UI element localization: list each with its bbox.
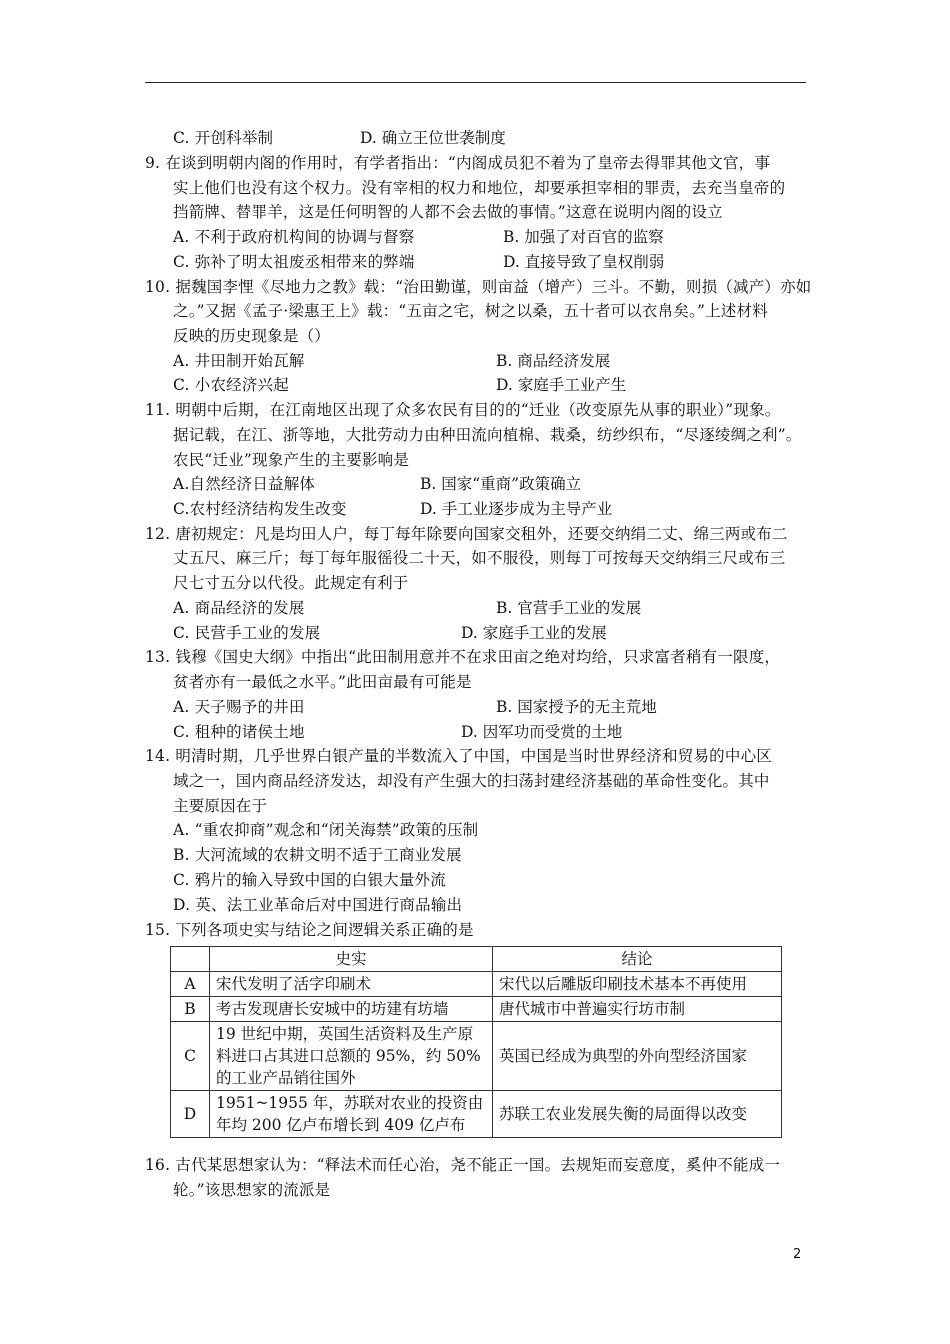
fact-line: 料进口占其进口总额的 95%，约 50% — [216, 1047, 481, 1065]
q11-option-a: A.自然经济日益解体 — [173, 475, 316, 493]
header-rule — [145, 82, 806, 83]
q8-option-d: D. 确立王位世袭制度 — [360, 129, 506, 147]
fact-line: 年均 200 亿卢布增长到 409 亿卢布 — [216, 1116, 466, 1134]
q13-option-d: D. 因军功而受赏的土地 — [461, 723, 623, 741]
q9-line-2: 实上他们也没有这个权力。没有宰相的权力和地位，却要承担宰相的罪责，去充当皇帝的 — [173, 179, 786, 197]
q14-option-c: C. 鸦片的输入导致中国的白银大量外流 — [173, 871, 446, 889]
q11-line-2: 据记载，在江、浙等地，大批劳动力由种田流向植棉、栽桑，纺纱织布，“尽逐绫绸之利”。 — [173, 426, 802, 444]
q15-table — [170, 946, 782, 1138]
table-row — [171, 1022, 782, 1091]
row-fact — [210, 1091, 493, 1138]
q9-option-c: C. 弥补了明太祖废丞相带来的弊端 — [173, 253, 415, 271]
q15-stem: 15. 下列各项史实与结论之间逻辑关系正确的是 — [145, 921, 474, 939]
row-conclusion: 宋代以后雕版印刷技术基本不再使用 — [493, 972, 782, 997]
table-header-row — [171, 947, 782, 972]
q13-line-2: 贫者亦有一最低之水平。”此田亩最有可能是 — [173, 673, 472, 691]
q13-option-a: A. 天子赐予的井田 — [173, 698, 305, 716]
fact-line: 19 世纪中期，英国生活资料及生产原 — [216, 1025, 474, 1043]
page-number: 2 — [793, 1247, 802, 1262]
q11-line-1: 11. 明朝中后期，在江南地区出现了众多农民有目的的“迁业（改变原先从事的职业）”现象。 — [145, 401, 781, 419]
q12-option-d: D. 家庭手工业的发展 — [461, 624, 607, 642]
fact-line: 宋代发明了活字印刷术 — [216, 975, 372, 993]
q14-line-2: 域之一，国内商品经济发达，却没有产生强大的扫荡封建经济基础的革命性变化。其中 — [173, 772, 770, 790]
q11-line-3: 农民“迁业”现象产生的主要影响是 — [173, 451, 410, 469]
row-conclusion: 英国已经成为典型的外向型经济国家 — [493, 1022, 782, 1091]
table-header-key — [171, 947, 210, 972]
q10-line-1: 10. 据魏国李悝《尽地力之教》载：“治田勤谨，则亩益（增产）三斗。不勤，则损（减产）亦如 — [145, 278, 812, 296]
q10-option-c: C. 小农经济兴起 — [173, 376, 289, 394]
fact-line: 的工业产品销往国外 — [216, 1069, 356, 1087]
row-fact — [210, 972, 493, 997]
row-key: C — [171, 1022, 210, 1091]
row-conclusion: 苏联工农业发展失衡的局面得以改变 — [493, 1091, 782, 1138]
q13-line-1: 13. 钱穆《国史大纲》中指出“此田制用意并不在求田亩之绝对均给，只求富者稍有一限度， — [145, 648, 781, 666]
row-key: D — [171, 1091, 210, 1138]
q12-line-2: 丈五尺、麻三斤；每丁每年服徭役二十天，如不服役，则每丁可按每天交纳绢三尺或布三 — [173, 549, 786, 567]
row-conclusion: 唐代城市中普遍实行坊市制 — [493, 997, 782, 1022]
q10-option-a: A. 井田制开始瓦解 — [173, 352, 305, 370]
table-row — [171, 997, 782, 1022]
q12-line-1: 12. 唐初规定：凡是均田人户，每丁每年除要向国家交租外，还要交纳绢二丈、绵三两或布二 — [145, 525, 788, 543]
q10-option-d: D. 家庭手工业产生 — [496, 376, 627, 394]
q12-line-3: 尺七寸五分以代役。此规定有利于 — [173, 574, 409, 592]
fact-line: 1951~1955 年，苏联对农业的投资由 — [216, 1094, 484, 1112]
q12-option-c: C. 民营手工业的发展 — [173, 624, 321, 642]
q14-line-3: 主要原因在于 — [173, 797, 268, 815]
q13-option-c: C. 租种的诸侯土地 — [173, 723, 305, 741]
q9-line-3: 挡箭牌、替罪羊，这是任何明智的人都不会去做的事情。”这意在说明内阁的设立 — [173, 203, 723, 221]
q12-option-b: B. 官营手工业的发展 — [496, 599, 642, 617]
q10-line-2: 之。”又据《孟子·梁惠王上》载：“五亩之宅，树之以桑，五十者可以衣帛矣。”上述材料 — [173, 302, 768, 320]
q10-line-3: 反映的历史现象是（） — [173, 327, 331, 345]
fact-line: 考古发现唐长安城中的坊建有坊墙 — [216, 1000, 449, 1018]
q16-line-1: 16. 古代某思想家认为：“释法术而任心治，尧不能正一国。去规矩而妄意度，奚仲不能成一 — [145, 1156, 781, 1174]
q13-option-b: B. 国家授予的无主荒地 — [496, 698, 657, 716]
q14-option-b: B. 大河流域的农耕文明不适于工商业发展 — [173, 846, 462, 864]
table-header-conclusion: 结论 — [493, 947, 782, 972]
row-key: B — [171, 997, 210, 1022]
q12-option-a: A. 商品经济的发展 — [173, 599, 305, 617]
q11-option-b: B. 国家“重商”政策确立 — [420, 475, 582, 493]
q10-option-b: B. 商品经济发展 — [496, 352, 611, 370]
row-key: A — [171, 972, 210, 997]
table-header-fact: 史实 — [210, 947, 493, 972]
row-fact — [210, 1022, 493, 1091]
q8-option-c: C. 开创科举制 — [173, 129, 274, 147]
q9-option-a: A. 不利于政府机构间的协调与督察 — [173, 228, 415, 246]
table-row — [171, 972, 782, 997]
q14-option-d: D. 英、法工业革命后对中国进行商品输出 — [173, 896, 463, 914]
q9-option-d: D. 直接导致了皇权削弱 — [503, 253, 665, 271]
q11-option-d: D. 手工业逐步成为主导产业 — [420, 500, 613, 518]
q16-line-2: 轮。”该思想家的流派是 — [173, 1181, 331, 1199]
row-fact — [210, 997, 493, 1022]
q11-option-c: C.农村经济结构发生改变 — [173, 500, 347, 518]
q9-option-b: B. 加强了对百官的监察 — [503, 228, 664, 246]
q14-option-a: A. “重农抑商”观念和“闭关海禁”政策的压制 — [173, 821, 479, 839]
q14-line-1: 14. 明清时期，几乎世界白银产量的半数流入了中国，中国是当时世界经济和贸易的中心区 — [145, 747, 772, 765]
table-row — [171, 1091, 782, 1138]
q9-line-1: 9. 在谈到明朝内阁的作用时，有学者指出：“内阁成员犯不着为了皇帝去得罪其他文官，事 — [145, 154, 771, 172]
